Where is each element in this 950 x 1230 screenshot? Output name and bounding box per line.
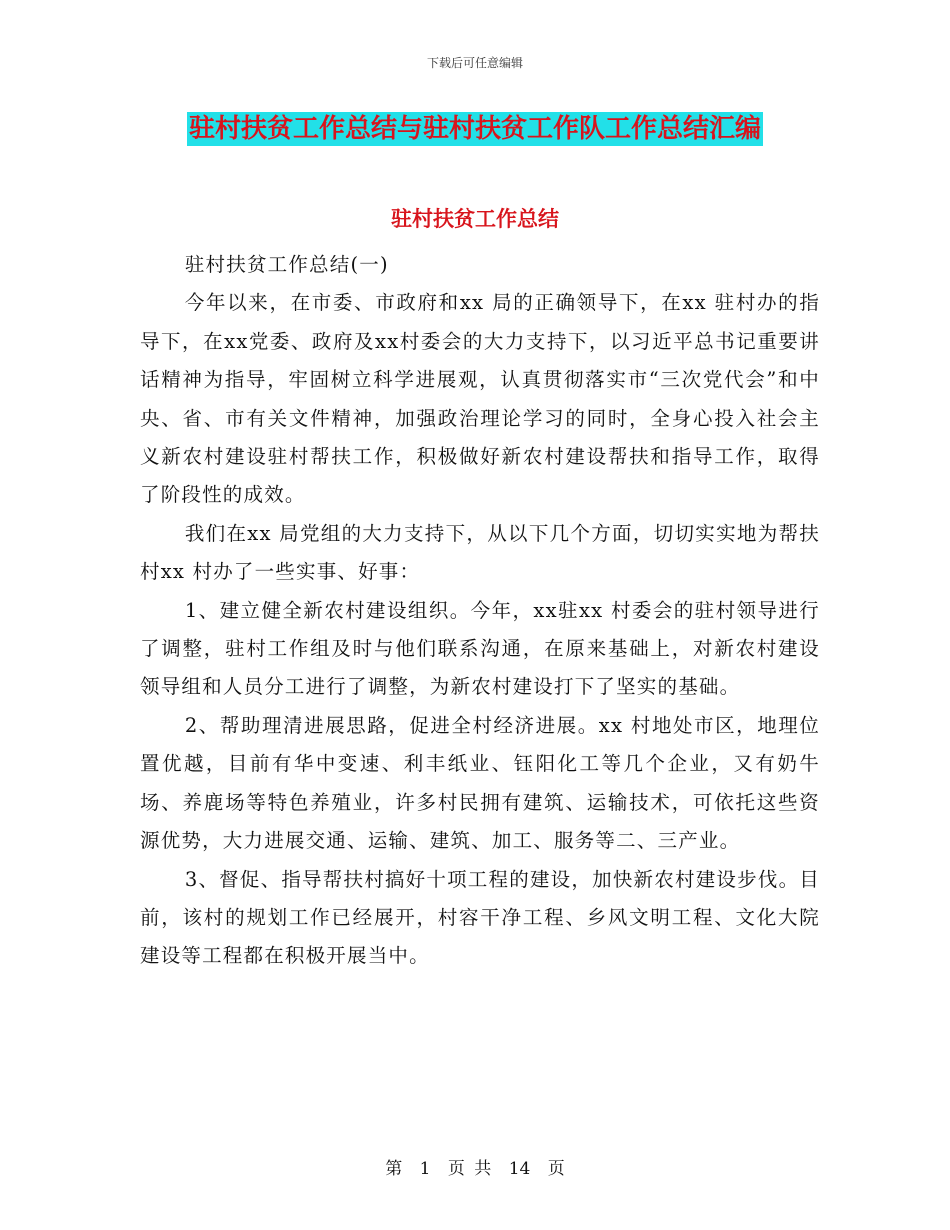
paragraph: 1、建立健全新农村建设组织。今年，xx驻xx 村委会的驻村领导进行了调整，驻村工作组及时与他们联系沟通，在原来基础上，对新农村建设领导组和人员分工进行了调整，为新农村建设打下了坚实的基础。: [140, 598, 820, 699]
paragraph-heading: 驻村扶贫工作总结(一): [184, 253, 389, 276]
footer-suffix: 页: [547, 1159, 565, 1179]
document-body: [140, 246, 820, 976]
section-title: 驻村扶贫工作总结: [391, 207, 559, 231]
paragraph: 3、督促、指导帮扶村搞好十项工程的建设，加快新农村建设步伐。目前，该村的规划工作已经展开，村容干净工程、乡风文明工程、文化大院建设等工程都在积极开展当中。: [140, 867, 820, 968]
page-footer: [0, 1154, 950, 1179]
footer-middle: 页 共: [447, 1159, 492, 1179]
paragraph: 2、帮助理清进展思路，促进全村经济进展。xx 村地处市区，地理位置优越，目前有华中变速、利丰纸业、钰阳化工等几个企业，又有奶牛场、养鹿场等特色养殖业，许多村民拥有建筑、运输技术，可依托这些资源优势，大力进展交通、运输、建筑、加工、服务等二、三产业。: [140, 713, 820, 853]
main-title-wrap: [0, 112, 950, 146]
footer-page-number: 1: [419, 1159, 431, 1179]
paragraph: 今年以来，在市委、市政府和xx 局的正确领导下，在xx 驻村办的指导下，在xx党委、政府及xx村委会的大力支持下，以习近平总书记重要讲话精神为指导，牢固树立科学进展观，认真贯彻落实市“三次党代会”和中央、省、市有关文件精神，加强政治理论学习的同时，全身心投入社会主义新农村建设驻村帮扶工作，积极做好新农村建设帮扶和指导工作，取得了阶段性的成效。: [140, 291, 820, 507]
footer-total-pages: 14: [508, 1159, 531, 1179]
main-title: 驻村扶贫工作总结与驻村扶贫工作队工作总结汇编: [188, 114, 761, 144]
paragraph: 我们在xx 局党组的大力支持下，从以下几个方面，切切实实地为帮扶村xx 村办了一些实事、好事：: [140, 521, 820, 584]
header-note: 下载后可任意编辑: [426, 56, 523, 70]
footer-prefix: 第: [385, 1159, 403, 1179]
